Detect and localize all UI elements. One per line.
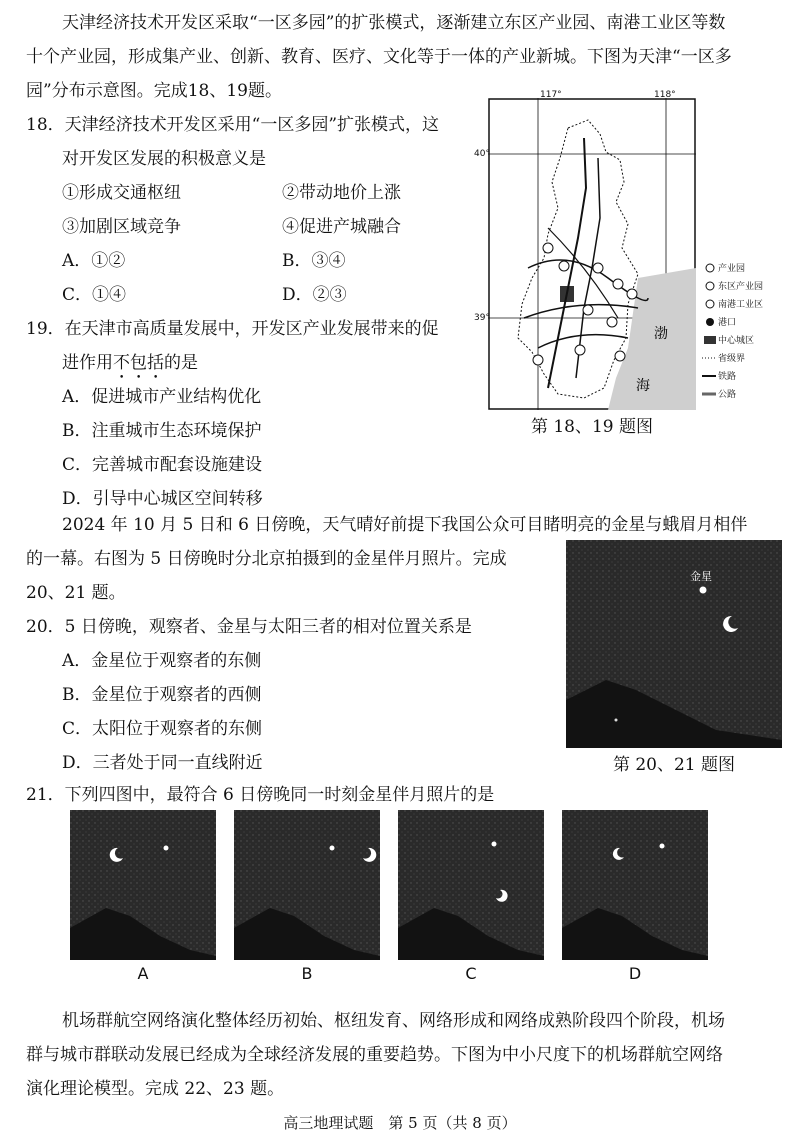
option-photo-c [398,810,544,960]
sea-label-1: 渤 [654,326,668,342]
venus-c [492,842,497,847]
option-photo-b [234,810,380,960]
option-photo-d [562,810,708,960]
park-marker [607,317,617,327]
passage3-line-3: 演化理论模型。完成 22、23 题。 [26,1079,285,1099]
legend-port: 港口 [718,318,737,328]
legend-center-icon [704,336,716,344]
q19-option-b: B．注重城市生态环境保护 [62,421,262,441]
passage3-line-2: 群与城市群联动发展已经成为全球经济发展的重要趋势。下图为中小尺度下的机场群航空网络 [26,1045,723,1065]
q19-stem-2 [62,352,198,383]
lat-39-label: 39° [474,313,490,323]
sea-label-2: 海 [636,378,650,394]
q20-option-b: B．金星位于观察者的西侧 [62,685,262,705]
park-marker [593,263,603,273]
q19-option-a: A．促进城市产业结构优化 [62,387,262,407]
q19-stem-1: 19．在天津市高质量发展中，开发区产业发展带来的促 [26,319,439,339]
park-marker [627,289,637,299]
legend-east-icon [706,282,714,290]
page-footer: 高三地理试题 第 5 页（共 8 页） [283,1114,517,1132]
legend-south: 南港工业区 [718,300,764,310]
passage2-line-3: 20、21 题。 [26,583,126,603]
park-marker [575,345,585,355]
intro-line-2: 十个产业园，形成集产业、创新、教育、医疗、文化等于一体的产业新城。下图为天津“一区多 [26,47,732,67]
venus-a [164,846,169,851]
venus-b [330,846,335,851]
passage2-line-2: 的一幕。右图为 5 日傍晚时分北京拍摄到的金星伴月照片。完成 [26,549,507,569]
park-marker [543,243,553,253]
venus-d [660,844,665,849]
q19-stem-2-post: 的是 [164,353,198,373]
passage2-line-1: 2024 年 10 月 5 日和 6 日傍晚，天气晴好前提下我国公众可目睹明亮的金星与蛾眉月相伴 [62,515,748,535]
legend-park: 产业园 [718,264,746,274]
option-photo-a [70,810,216,960]
q18-stem-2: 对开发区发展的积极意义是 [62,149,266,169]
lat-40-label: 40° [474,149,490,159]
q18-item-3: ③加剧区域竞争 [62,217,181,237]
legend-east: 东区产业园 [718,282,764,292]
q18-item-1: ①形成交通枢纽 [62,183,181,203]
q18-option-c: C．①④ [62,285,127,305]
ground-light [615,719,618,722]
legend-center: 中心城区 [718,336,755,346]
map-caption: 第 18、19 题图 [530,417,654,437]
q19-option-c: C．完善城市配套设施建设 [62,455,263,475]
park-marker [583,305,593,315]
option-label-a: A [137,964,149,983]
tianjin-map [474,90,764,410]
lon-117-label: 117° [540,90,562,100]
legend-rail: 铁路 [718,372,737,382]
venus-moon-photo [566,540,782,748]
q18-item-2: ②带动地价上涨 [282,183,401,203]
park-marker [615,351,625,361]
option-label-d: D [628,964,642,983]
passage3-line-1: 机场群航空网络演化整体经历初始、枢纽发育、网络形成和网络成熟阶段四个阶段，机场 [62,1011,725,1031]
park-marker [613,279,623,289]
legend-road: 公路 [718,390,737,400]
q18-stem-1: 18．天津经济技术开发区采用“一区多园”扩张模式，这 [26,115,440,135]
q19-option-d: D．引导中心城区空间转移 [62,489,263,509]
park-marker [559,261,569,271]
legend-south-icon [706,300,714,308]
q18-option-a: A．①② [62,251,126,271]
intro-line-3: 园”分布示意图。完成18、19题。 [26,81,282,101]
q20-option-c: C．太阳位于观察者的东侧 [62,719,263,739]
q18-option-b: B．③④ [282,251,346,271]
option-label-b: B [301,964,313,983]
q20-option-a: A．金星位于观察者的东侧 [62,651,262,671]
venus [700,587,707,594]
legend-park-icon [706,264,714,272]
q20-option-d: D．三者处于同一直线附近 [62,753,263,773]
venus-label: 金星 [690,570,712,583]
photo-caption: 第 20、21 题图 [612,755,736,775]
q19-emphasis: 不包括 [113,353,164,373]
park-marker [533,355,543,365]
q18-item-4: ④促进产城融合 [282,217,401,237]
q21-stem: 21．下列四图中，最符合 6 日傍晚同一时刻金星伴月照片的是 [26,785,495,805]
q20-stem: 20．5 日傍晚，观察者、金星与太阳三者的相对位置关系是 [26,617,472,637]
q18-option-d: D．②③ [282,285,347,305]
intro-line-1: 天津经济技术开发区采取“一区多园”的扩张模式，逐渐建立东区产业园、南港工业区等数 [62,13,726,33]
lon-118-label: 118° [654,90,676,100]
legend-border: 省级界 [718,354,746,364]
q19-stem-2-pre: 进作用 [62,353,113,373]
legend-port-icon [706,318,714,326]
map-legend [702,262,763,400]
option-label-c: C [465,964,477,983]
